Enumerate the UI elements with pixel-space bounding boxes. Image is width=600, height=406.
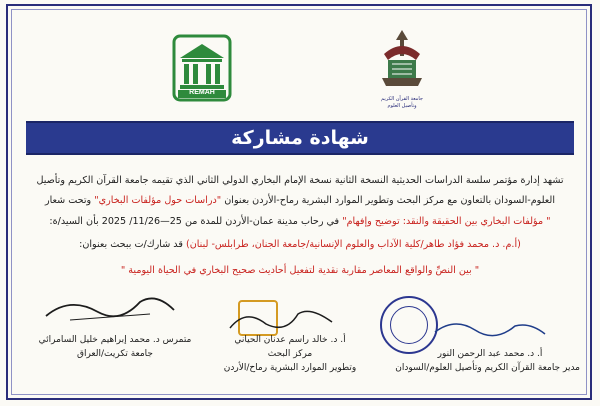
signatory-left-name: متمرس د. محمد إبراهيم خليل السامرائي bbox=[38, 335, 192, 345]
signatory-right-name: أ. د. محمد عبد الرحمن النور bbox=[437, 349, 543, 359]
body-line-3-b: في رحاب مدينة عمان-الأردن للمدة من 25—11/26/ 2025 بأن السيد/ة: bbox=[49, 216, 343, 227]
signature-left-icon bbox=[40, 290, 180, 326]
signatory-left-title: جامعة تكريت/العراق bbox=[76, 349, 153, 359]
university-caption-2: وتأصيل العلوم bbox=[387, 103, 417, 109]
body-line-2 bbox=[30, 194, 570, 207]
signature-middle-icon bbox=[226, 304, 336, 336]
university-caption-1: جامعة القرآن الكريم bbox=[381, 96, 423, 102]
conference-title: "دراسات حول مؤلفات البخاري" bbox=[94, 195, 222, 206]
participant-name: (أ.م. د. محمد فؤاد طاهر/كلية الآداب والعلوم الإنسانية/جامعة الجنان، طرابلس- لبنان) bbox=[185, 239, 521, 250]
signatory-middle-name: أ. د. خالد راسم عدنان الحياني bbox=[234, 335, 346, 345]
signature-right-icon bbox=[430, 312, 550, 342]
signatory-middle-title-1: مركز البحث bbox=[267, 349, 313, 359]
certificate-title: شهادة مشاركة bbox=[231, 127, 369, 149]
body-line-2-c: وتحت شعار bbox=[44, 195, 95, 206]
university-logo bbox=[370, 26, 434, 114]
remah-logo-text: REMAH bbox=[189, 89, 215, 96]
body-line-4 bbox=[30, 238, 570, 251]
body-line-1: تشهد إدارة مؤتمر سلسة الدراسات الحديثية النسخة الثانية نسخة الإمام البخاري الدولي الثاني الذي تقيمه جامعة القرآن الكريم وتأصيل bbox=[36, 175, 564, 186]
body-line-3 bbox=[30, 215, 570, 228]
remah-logo-icon bbox=[170, 32, 234, 112]
remah-logo bbox=[170, 32, 234, 112]
body-line-2-a: العلوم-السودان بالتعاون مع مركز البحث وتطوير الموارد البشرية رماح-الأردن بعنوان bbox=[221, 195, 556, 206]
seal-inner-ring bbox=[390, 306, 428, 344]
body-line-4-b: قد شارك/ت ببحث بعنوان: bbox=[79, 239, 186, 250]
title-banner bbox=[26, 121, 574, 155]
university-emblem-icon bbox=[370, 26, 434, 96]
signatory-middle-title-2: وتطوير الموارد البشرية رماح/الأردن bbox=[223, 363, 357, 373]
conference-slogan: " مؤلفات البخاري بين الحقيقة والنقد: توضيح وإفهام" bbox=[342, 216, 551, 227]
signatory-right-title: مدير جامعة القرآن الكريم وتأصيل العلوم/السودان bbox=[395, 363, 580, 373]
paper-title: " بين النصِّ والواقع المعاصر مقاربة نقدية لتفعيل أحاديث صحيح البخاري في الحياة اليومية " bbox=[120, 265, 480, 276]
